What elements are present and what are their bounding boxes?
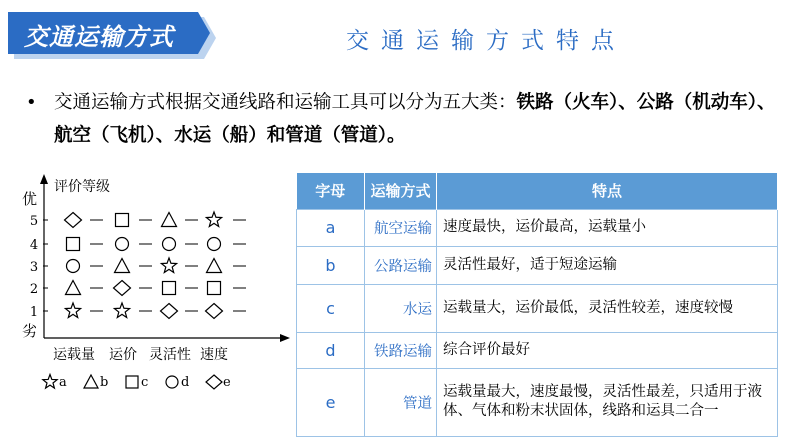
legend-mark-diamond bbox=[206, 375, 222, 389]
header-mode: 运输方式 bbox=[365, 173, 437, 209]
legend-mark-triangle bbox=[84, 375, 98, 388]
y-tick-label: 2 bbox=[29, 282, 39, 297]
row-feature: 速度最快，运价最高，运载量小 bbox=[437, 209, 778, 246]
chart-mark-circle bbox=[163, 238, 176, 251]
axis-label-top: 优 bbox=[22, 190, 38, 208]
y-axis-arrow bbox=[40, 174, 48, 184]
table-row bbox=[297, 209, 778, 246]
y-tick-label: 5 bbox=[29, 214, 39, 229]
table-row bbox=[297, 246, 778, 284]
features-table bbox=[296, 173, 778, 437]
x-category-label: 运载量 bbox=[53, 347, 95, 363]
table-row bbox=[297, 284, 778, 332]
y-tick-label: 3 bbox=[29, 260, 39, 275]
chart-mark-star bbox=[206, 212, 221, 226]
chart-mark-diamond bbox=[65, 213, 82, 228]
row-mode: 管道 bbox=[365, 368, 437, 436]
intro-paragraph bbox=[26, 86, 776, 152]
axis-label-bottom: 劣 bbox=[22, 322, 38, 340]
chart-mark-square bbox=[208, 282, 221, 295]
row-feature: 综合评价最好 bbox=[437, 332, 778, 368]
row-letter: d bbox=[297, 332, 365, 368]
chart-mark-circle bbox=[67, 260, 80, 273]
y-tick-label: 4 bbox=[29, 238, 39, 253]
chart-mark-triangle bbox=[207, 259, 222, 273]
chart-mark-triangle bbox=[162, 213, 177, 227]
x-axis-arrow bbox=[280, 334, 290, 342]
legend-label: c bbox=[141, 375, 149, 390]
legend-label: b bbox=[100, 375, 109, 390]
row-letter: c bbox=[297, 284, 365, 332]
row-letter: e bbox=[297, 368, 365, 436]
intro-body bbox=[26, 86, 776, 152]
legend-mark-star bbox=[43, 375, 57, 389]
chart-mark-square bbox=[67, 238, 80, 251]
intro-bold-text: 铁路（火车）、公路（机动车）、航空（飞机）、水运（船）和管道（管道）。 bbox=[54, 92, 776, 146]
legend-mark-square bbox=[126, 376, 138, 388]
row-letter: a bbox=[297, 209, 365, 246]
chart-mark-diamond bbox=[114, 281, 131, 296]
title-badge bbox=[8, 12, 210, 54]
chart-mark-triangle bbox=[66, 281, 81, 295]
evaluation-chart-svg bbox=[0, 170, 300, 447]
badge-title: 交通运输方式 bbox=[24, 23, 174, 51]
page-title: 交通运输方式特点 bbox=[346, 28, 626, 54]
row-feature: 灵活性最好，适于短途运输 bbox=[437, 246, 778, 284]
header-letter: 字母 bbox=[297, 173, 365, 209]
chart-mark-square bbox=[163, 282, 176, 295]
row-feature: 运载量最大，速度最慢，灵活性最差，只适用于液体、气体和粉末状固体，线路和运具二合一 bbox=[437, 368, 778, 436]
chart-mark-star bbox=[65, 303, 80, 317]
row-mode: 铁路运输 bbox=[365, 332, 437, 368]
chart-title: 评价等级 bbox=[54, 179, 110, 195]
table-row bbox=[297, 332, 778, 368]
x-category-label: 运价 bbox=[109, 347, 137, 363]
y-tick-label: 1 bbox=[29, 305, 39, 320]
row-mode: 航空运输 bbox=[365, 209, 437, 246]
x-category-label: 速度 bbox=[200, 347, 228, 363]
row-letter: b bbox=[297, 246, 365, 284]
legend-label: d bbox=[181, 375, 190, 390]
chart-mark-star bbox=[114, 303, 129, 317]
chart-mark-star bbox=[161, 258, 176, 272]
chart-mark-triangle bbox=[115, 259, 130, 273]
bullet: • bbox=[26, 92, 37, 113]
evaluation-chart bbox=[0, 170, 300, 447]
table-header-row bbox=[297, 173, 778, 209]
row-mode: 水运 bbox=[365, 284, 437, 332]
chart-mark-circle bbox=[116, 238, 129, 251]
intro-plain-text: 交通运输方式根据交通线路和运输工具可以分为五大类： bbox=[54, 92, 517, 113]
chart-mark-diamond bbox=[206, 304, 223, 319]
chart-mark-square bbox=[116, 214, 129, 227]
x-category-label: 灵活性 bbox=[149, 347, 191, 363]
legend-label: a bbox=[59, 375, 67, 390]
legend-mark-circle bbox=[166, 376, 178, 388]
chart-mark-diamond bbox=[161, 304, 178, 319]
table-row bbox=[297, 368, 778, 436]
chart-mark-circle bbox=[208, 238, 221, 251]
legend-label: e bbox=[223, 375, 231, 390]
header-feature: 特点 bbox=[437, 173, 778, 209]
row-mode: 公路运输 bbox=[365, 246, 437, 284]
row-feature: 运载量大，运价最低，灵活性较差，速度较慢 bbox=[437, 284, 778, 332]
